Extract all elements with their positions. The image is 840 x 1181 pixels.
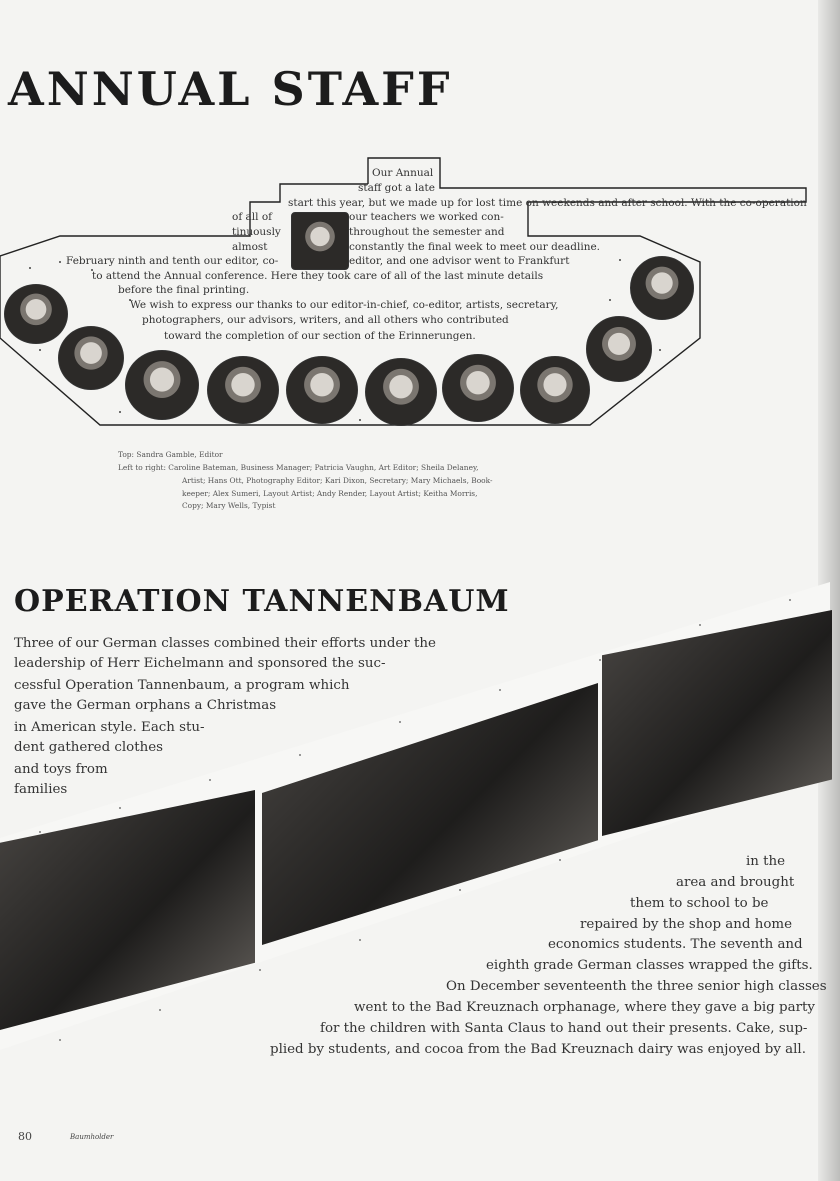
- body-line: plied by students, and cocoa from the Bad Kreuznach dairy was enjoyed by all.: [270, 1042, 806, 1057]
- staff-text-line: staff got a late: [358, 182, 435, 194]
- staff-text-line: our teachers we worked con-: [349, 211, 504, 223]
- body-line: Three of our German classes combined their efforts under the: [14, 636, 436, 651]
- staff-portrait: [207, 356, 279, 424]
- body-line: cessful Operation Tannenbaum, a program which: [14, 678, 350, 693]
- staff-portrait: [442, 354, 514, 422]
- staff-text-line: toward the completion of our section of the Erinnerungen.: [164, 330, 476, 342]
- body-line: families: [14, 782, 68, 797]
- caption-line: keeper; Alex Sumeri, Layout Artist; Andy Render, Layout Artist; Keitha Morris,: [182, 489, 478, 498]
- annual-staff-title: ANNUAL STAFF: [8, 62, 453, 116]
- body-line: and toys from: [14, 762, 108, 777]
- body-line: went to the Bad Kreuznach orphanage, where they gave a big party: [354, 1000, 815, 1015]
- staff-text-line: to attend the Annual conference. Here they took care of all of the last minute details: [92, 270, 544, 282]
- staff-text-line: February ninth and tenth our editor, co-: [66, 255, 279, 267]
- staff-portrait: [58, 326, 124, 390]
- staff-text-line: throughout the semester and: [349, 226, 505, 238]
- body-line: gave the German orphans a Christmas: [14, 698, 277, 713]
- staff-portrait: [365, 358, 437, 426]
- body-line: in the: [746, 854, 786, 869]
- staff-text-line: editor, and one advisor went to Frankfurt: [349, 255, 570, 267]
- caption-line: Copy; Mary Wells, Typist: [182, 501, 276, 510]
- caption-line: Top: Sandra Gamble, Editor: [118, 450, 223, 459]
- staff-text-line: We wish to express our thanks to our editor-in-chief, co-editor, artists, secretary,: [130, 299, 559, 311]
- staff-text-line: of all of: [232, 211, 273, 223]
- staff-portrait: [520, 356, 590, 424]
- caption-line: Left to right: Caroline Bateman, Business Manager; Patricia Vaughn, Art Editor; Sheila Delaney,: [118, 463, 479, 472]
- body-line: for the children with Santa Claus to hand out their presents. Cake, sup-: [320, 1021, 808, 1036]
- operation-tannenbaum-title: OPERATION TANNENBAUM: [14, 584, 510, 619]
- staff-text-line: start this year, but we made up for lost time on weekends and after school. With the co-operation: [288, 197, 807, 209]
- staff-portrait: [630, 256, 694, 320]
- staff-text-line: before the final printing.: [118, 284, 250, 296]
- staff-portrait: [286, 356, 358, 424]
- staff-text-line: tinuously: [232, 226, 281, 238]
- body-line: repaired by the shop and home: [580, 917, 793, 932]
- body-line: economics students. The seventh and: [548, 937, 803, 952]
- staff-portrait: [125, 350, 199, 420]
- staff-portrait: [586, 316, 652, 382]
- staff-text-line: constantly the final week to meet our deadline.: [349, 241, 601, 253]
- body-line: area and brought: [676, 875, 795, 890]
- body-line: leadership of Herr Eichelmann and sponsored the suc-: [14, 656, 386, 671]
- body-line: eighth grade German classes wrapped the gifts.: [486, 958, 813, 973]
- staff-portrait: [4, 284, 68, 344]
- staff-text-line: Our Annual: [372, 167, 434, 179]
- running-footer: Baumholder: [70, 1133, 114, 1141]
- body-line: in American style. Each stu-: [14, 720, 205, 735]
- editor-portrait: [291, 212, 349, 270]
- staff-text-line: almost: [232, 241, 268, 253]
- staff-text-line: photographers, our advisors, writers, and all others who contributed: [142, 314, 509, 326]
- caption-line: Artist; Hans Ott, Photography Editor; Kari Dixon, Secretary; Mary Michaels, Book-: [182, 476, 493, 485]
- body-line: dent gathered clothes: [14, 740, 164, 755]
- page-number: 80: [18, 1130, 32, 1143]
- body-line: them to school to be: [630, 896, 769, 911]
- body-line: On December seventeenth the three senior high classes: [446, 979, 827, 994]
